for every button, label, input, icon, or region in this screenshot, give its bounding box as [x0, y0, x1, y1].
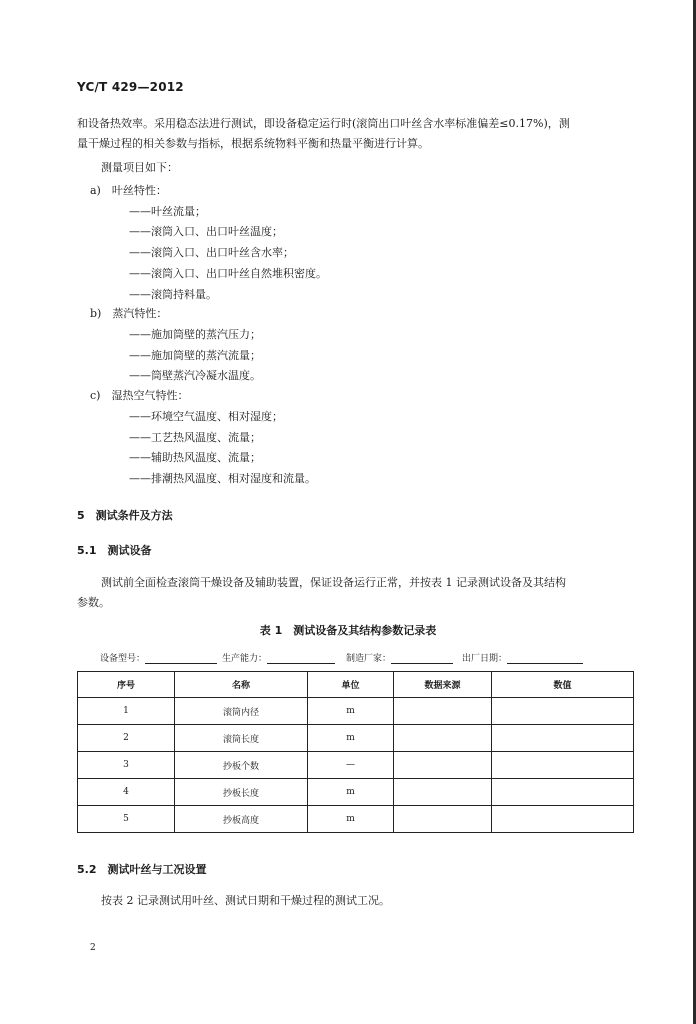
table-row: [78, 698, 634, 725]
page-number: 2: [90, 943, 96, 953]
section-5-1-paragraph-line-2: 参数。: [77, 596, 110, 609]
column-header: 单位: [308, 672, 394, 698]
meta-capacity-blank: [267, 653, 335, 664]
list-item: ——施加筒壁的蒸汽流量；: [129, 349, 261, 362]
list-item: ——滚筒入口、出口叶丝温度；: [129, 225, 283, 238]
table-row: [78, 752, 634, 779]
meta-date-label: 出厂日期：: [462, 654, 508, 664]
table-cell: m: [308, 725, 394, 752]
meta-capacity: [222, 651, 335, 664]
table-row: [78, 806, 634, 833]
list-label-c: c) 湿热空气特性：: [90, 389, 189, 402]
table-cell: 4: [78, 779, 175, 806]
column-header: 数据来源: [394, 672, 492, 698]
equipment-parameter-table: [77, 671, 634, 833]
table-cell: m: [308, 698, 394, 725]
list-item: ——排潮热风温度、相对湿度和流量。: [129, 472, 316, 485]
meta-date-blank: [507, 653, 583, 664]
column-header: 数值: [492, 672, 634, 698]
table-cell: [394, 779, 492, 806]
table-cell: 抄板个数: [175, 752, 308, 779]
table-cell: 抄板高度: [175, 806, 308, 833]
table-cell: [394, 698, 492, 725]
meta-maker-blank: [391, 653, 453, 664]
list-item: ——施加筒壁的蒸汽压力；: [129, 328, 261, 341]
list-label-a: a) 叶丝特性：: [90, 184, 167, 197]
table-cell: 5: [78, 806, 175, 833]
meta-maker: [346, 651, 453, 664]
section-5-2-heading: 5.2 测试叶丝与工况设置: [77, 863, 207, 876]
meta-maker-label: 制造厂家：: [346, 654, 392, 664]
intro-line-3: 测量项目如下：: [101, 161, 178, 174]
list-item: ——叶丝流量；: [129, 205, 206, 218]
intro-line-1: 和设备热效率。采用稳态法进行测试，即设备稳定运行时(滚筒出口叶丝含水率标准偏差≤0.17%)，测: [77, 117, 570, 130]
table-cell: 滚筒长度: [175, 725, 308, 752]
table-cell: [492, 725, 634, 752]
table-cell: m: [308, 806, 394, 833]
meta-capacity-label: 生产能力：: [222, 654, 268, 664]
list-label-b: b) 蒸汽特性：: [90, 307, 168, 320]
section-5-1-heading: 5.1 测试设备: [77, 544, 152, 557]
table-cell: 1: [78, 698, 175, 725]
table-cell: 抄板长度: [175, 779, 308, 806]
list-item: ——工艺热风温度、流量；: [129, 431, 261, 444]
intro-line-2: 量干燥过程的相关参数与指标，根据系统物料平衡和热量平衡进行计算。: [77, 137, 429, 150]
table-header-row: [78, 672, 634, 698]
list-item: ——辅助热风温度、流量；: [129, 451, 261, 464]
meta-date: [462, 651, 583, 664]
section-5-2-paragraph: 按表 2 记录测试用叶丝、测试日期和干燥过程的测试工况。: [101, 894, 390, 907]
document-id-header: YC/T 429—2012: [77, 80, 184, 94]
table-cell: [394, 725, 492, 752]
table-1-title: 表 1 测试设备及其结构参数记录表: [259, 624, 437, 637]
section-5-heading: 5 测试条件及方法: [77, 509, 173, 522]
list-item: ——滚筒入口、出口叶丝含水率；: [129, 246, 294, 259]
meta-model-label: 设备型号：: [100, 654, 146, 664]
table-row: [78, 725, 634, 752]
list-item: ——滚筒持料量。: [129, 288, 217, 301]
table-row: [78, 779, 634, 806]
table-cell: [492, 698, 634, 725]
list-item: ——环境空气温度、相对湿度；: [129, 410, 283, 423]
meta-model-blank: [145, 653, 217, 664]
table-cell: m: [308, 779, 394, 806]
table-cell: —: [308, 752, 394, 779]
table-cell: [394, 752, 492, 779]
column-header: 序号: [78, 672, 175, 698]
section-5-1-paragraph-line-1: 测试前全面检查滚筒干燥设备及辅助装置，保证设备运行正常，并按表 1 记录测试设备及其结构: [101, 576, 566, 589]
list-item: ——筒壁蒸汽冷凝水温度。: [129, 369, 261, 382]
column-header: 名称: [175, 672, 308, 698]
table-cell: [492, 779, 634, 806]
meta-model: [100, 651, 217, 664]
list-item: ——滚筒入口、出口叶丝自然堆积密度。: [129, 267, 327, 280]
table-cell: 2: [78, 725, 175, 752]
table-cell: [492, 752, 634, 779]
table-cell: [394, 806, 492, 833]
table-cell: 滚筒内径: [175, 698, 308, 725]
table-cell: [492, 806, 634, 833]
table-cell: 3: [78, 752, 175, 779]
